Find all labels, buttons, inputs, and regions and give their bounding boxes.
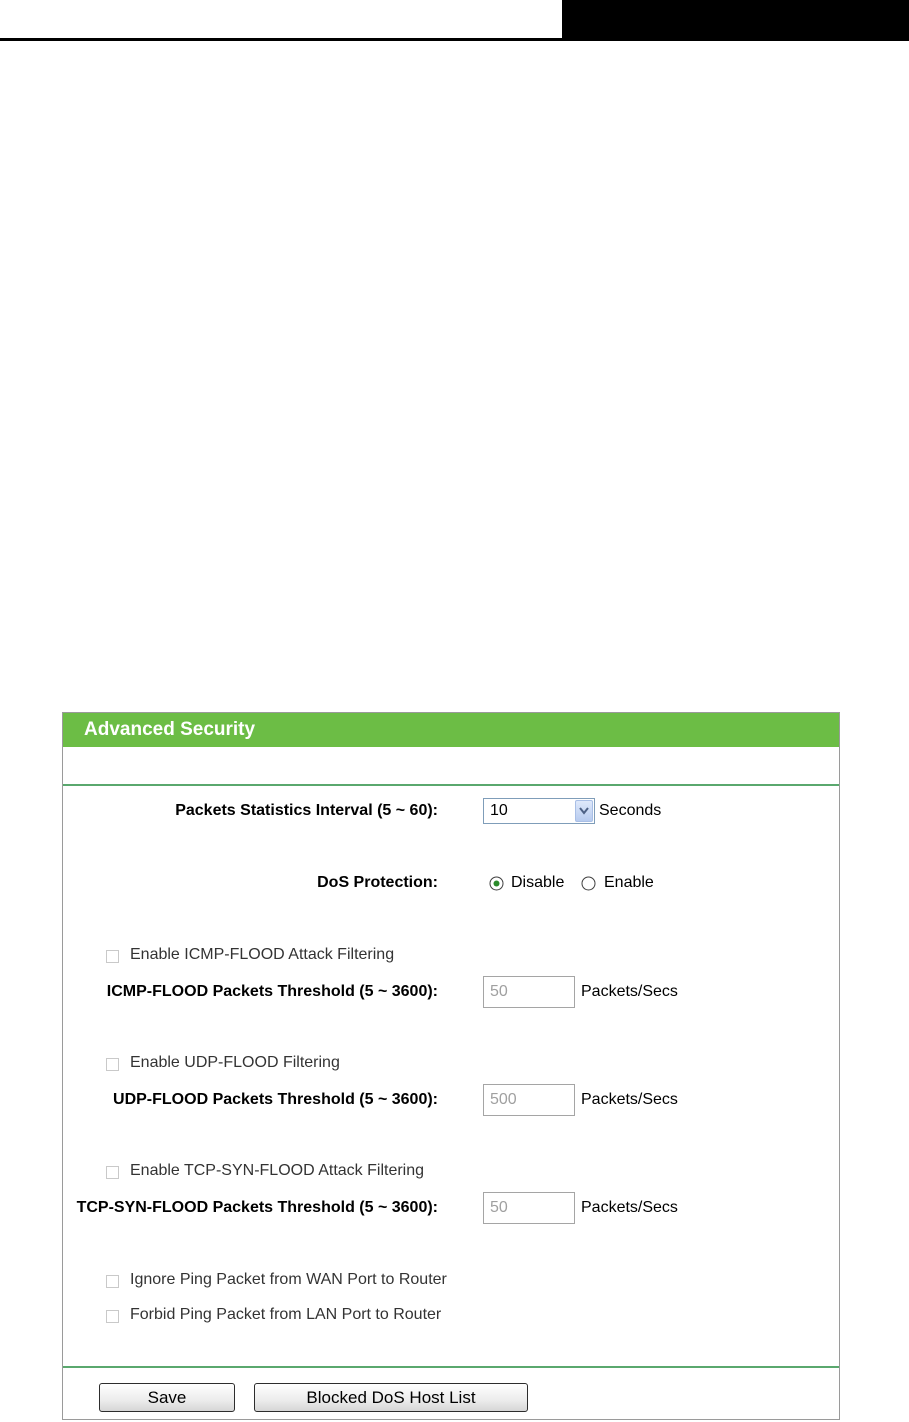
tcp-syn-flood-checkbox-label: Enable TCP-SYN-FLOOD Attack Filtering [130,1162,425,1179]
dos-enable-radio[interactable] [581,876,596,891]
udp-threshold-unit: Packets/Secs [581,1091,678,1108]
ignore-wan-ping-label: Ignore Ping Packet from WAN Port to Router [130,1271,447,1288]
dos-disable-radio[interactable] [489,876,504,891]
dos-disable-label: Disable [511,874,565,891]
panel-title: Advanced Security [63,713,839,747]
chevron-down-icon[interactable] [575,800,593,822]
document-header-rule [0,38,909,41]
udp-threshold-label: UDP-FLOOD Packets Threshold (5 ~ 3600): [113,1091,438,1108]
stats-interval-value: 10 [490,802,508,819]
stats-interval-label: Packets Statistics Interval (5 ~ 60): [175,802,438,819]
tcp-syn-threshold-label: TCP-SYN-FLOOD Packets Threshold (5 ~ 3600): [76,1199,438,1216]
dos-protection-label: DoS Protection: [317,874,438,891]
forbid-lan-ping-checkbox[interactable] [106,1310,119,1323]
icmp-threshold-unit: Packets/Secs [581,983,678,1000]
stats-interval-select[interactable] [483,798,595,824]
top-divider [63,784,839,786]
advanced-security-panel [62,712,840,1420]
icmp-threshold-input[interactable] [483,976,575,1008]
udp-flood-checkbox[interactable] [106,1058,119,1071]
forbid-lan-ping-label: Forbid Ping Packet from LAN Port to Router [130,1306,442,1323]
save-button[interactable]: Save [99,1383,235,1412]
dos-enable-label: Enable [604,874,654,891]
tcp-syn-threshold-unit: Packets/Secs [581,1199,678,1216]
icmp-flood-checkbox-label: Enable ICMP-FLOOD Attack Filtering [130,946,395,963]
tcp-syn-threshold-input[interactable] [483,1192,575,1224]
ignore-wan-ping-checkbox[interactable] [106,1275,119,1288]
document-header-block [562,0,909,38]
icmp-flood-checkbox[interactable] [106,950,119,963]
udp-threshold-input[interactable] [483,1084,575,1116]
stats-interval-unit: Seconds [599,802,662,819]
blocked-dos-host-list-button[interactable]: Blocked DoS Host List [254,1383,528,1412]
icmp-threshold-label: ICMP-FLOOD Packets Threshold (5 ~ 3600): [106,983,438,1000]
bottom-divider [63,1366,839,1368]
udp-flood-checkbox-label: Enable UDP-FLOOD Filtering [130,1054,340,1071]
tcp-syn-flood-checkbox[interactable] [106,1166,119,1179]
